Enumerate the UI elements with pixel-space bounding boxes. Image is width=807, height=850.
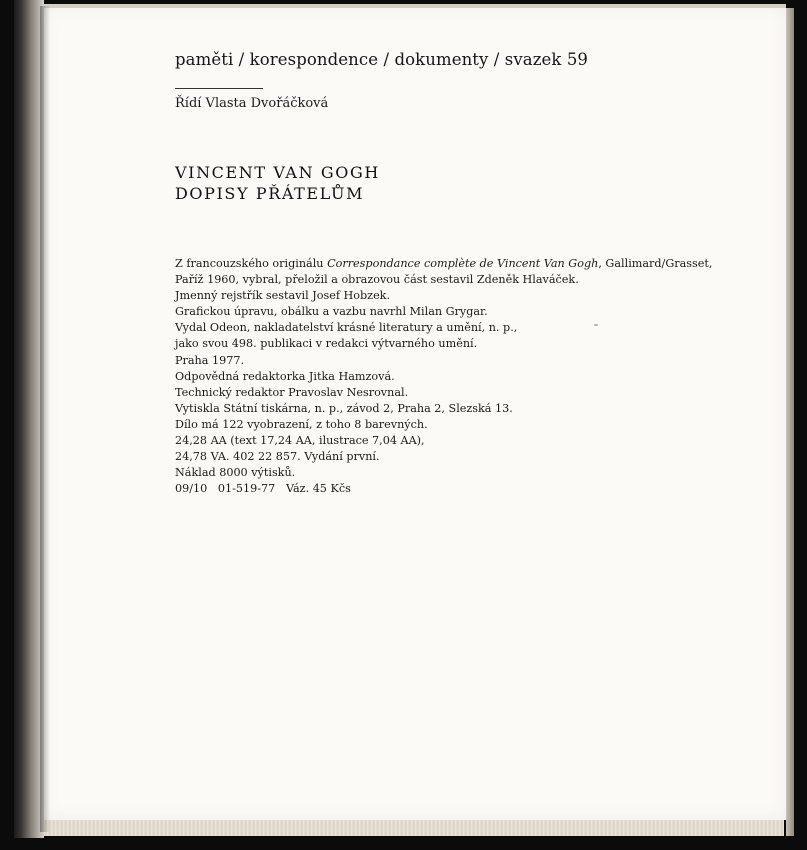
cover-cloth-strip: [44, 820, 784, 836]
paper-speck: [594, 324, 598, 326]
colophon-line: Praha 1977.: [175, 353, 245, 367]
series-editor: Řídí Vlasta Dvořáčková: [175, 96, 329, 111]
colophon-line: jako svou 498. publikaci v redakci výtvarného umění.: [175, 337, 478, 351]
colophon-source-prefix: Z francouzského originálu: [175, 257, 328, 270]
book-title-line-2: DOPISY PŘÁTELŮM: [175, 184, 365, 203]
colophon-line: Dílo má 122 vyobrazení, z toho 8 barevných.: [175, 417, 428, 431]
book-title-line-1: VINCENT VAN GOGH: [175, 163, 380, 182]
colophon-line: Náklad 8000 výtisků.: [175, 466, 296, 480]
cover-right-edge: [786, 8, 794, 836]
colophon-line: [175, 256, 713, 272]
colophon-line: Jmenný rejstřík sestavil Josef Hobzek.: [175, 289, 391, 303]
book-title: [175, 162, 380, 204]
colophon-line: Vytiskla Státní tiskárna, n. p., závod 2, Praha 2, Slezská 13.: [175, 401, 513, 415]
colophon-line: 24,78 VA. 402 22 857. Vydání první.: [175, 450, 380, 464]
series-divider: [175, 88, 263, 89]
series-line: paměti / korespondence / dokumenty / svazek 59: [175, 50, 589, 69]
colophon-line: Paříž 1960, vybral, přeložil a obrazovou část sestavil Zdeněk Hlaváček.: [175, 273, 579, 287]
colophon: [175, 256, 713, 497]
colophon-source-title: Correspondance complète de Vincent Van Gogh: [327, 257, 599, 270]
colophon-line: Odpovědná redaktorka Jitka Hamzová.: [175, 369, 395, 383]
colophon-source-suffix: , Gallimard/Grasset,: [598, 257, 713, 270]
binding-shadow: [40, 6, 50, 832]
colophon-line: Technický redaktor Pravoslav Nesrovnal.: [175, 385, 409, 399]
colophon-line: Vydal Odeon, nakladatelství krásné literatury a umění, n. p.,: [175, 321, 518, 335]
colophon-line: Grafickou úpravu, obálku a vazbu navrhl Milan Grygar.: [175, 305, 488, 319]
colophon-line: 09/10 01-519-77 Váz. 45 Kčs: [175, 482, 351, 496]
colophon-line: 24,28 AA (text 17,24 AA, ilustrace 7,04 AA),: [175, 434, 425, 448]
